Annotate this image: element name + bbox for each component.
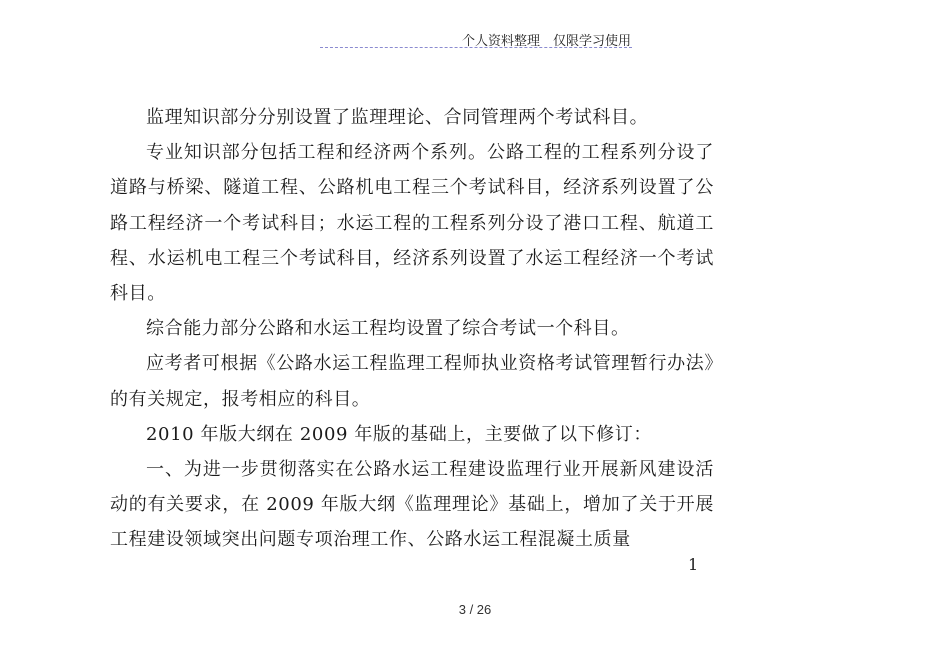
paragraph: 应考者可根据《公路水运工程监理工程师执业资格考试管理暂行办法》的有关规定，报考相应的科目。 [110, 353, 714, 410]
paragraph: 综合能力部分公路和水运工程均设置了综合考试一个科目。 [146, 318, 630, 340]
document-body [110, 100, 714, 558]
page-number: 1 [688, 555, 699, 574]
page-indicator: 3 / 26 [458, 602, 492, 617]
paragraph: 一、为进一步贯彻落实在公路水运工程建设监理行业开展新风建设活动的有关要求，在 2009 年版大纲《监理理论》基础上，增加了关于开展工程建设领域突出问题专项治理工作、公路水运工程混凝土质量 [110, 459, 714, 551]
paragraph: 监理知识部分分别设置了监理理论、合同管理两个考试科目。 [146, 107, 649, 128]
paragraph: 2010 年版大纲在 2009 年版的基础上，主要做了以下修订： [146, 423, 652, 445]
paragraph: 专业知识部分包括工程和经济两个系列。公路工程的工程系列分设了道路与桥梁、隧道工程、公路机电工程三个考试科目，经济系列设置了公路工程经济一个考试科目；水运工程的工程系列分设了港口工程、航道工程、水运机电工程三个考试科目，经济系列设置了水运工程经济一个考试科目。 [110, 142, 714, 305]
page-header [320, 31, 632, 48]
header-text: 个人资料整理 仅限学习使用 [462, 34, 632, 49]
